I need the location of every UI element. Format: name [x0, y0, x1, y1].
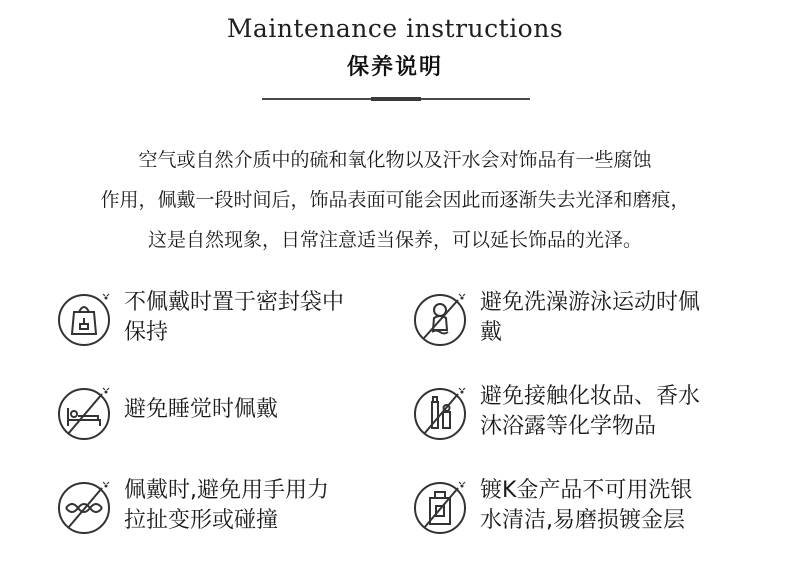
no-pulling-icon [56, 476, 116, 536]
tip-text: 拉扯变形或碰撞 [124, 508, 279, 533]
tip-no-pulling [56, 472, 396, 552]
intro-line: 作用，佩戴一段时间后，饰品表面可能会因此而逐渐失去光泽和磨痕， [100, 189, 690, 211]
no-silver-cleaner-icon [412, 476, 472, 536]
title-english: Maintenance instructions [226, 14, 564, 43]
intro-line: 空气或自然介质中的硫和氧化物以及汗水会对饰品有一些腐蚀 [138, 149, 652, 171]
tip-text: 避免接触化妆品、香水 [480, 384, 701, 409]
title-divider-accent [371, 97, 421, 101]
tip-text: 沐浴露等化学物品 [480, 414, 657, 439]
tip-text: 保持 [124, 320, 169, 345]
tip-text: 不佩戴时置于密封袋中 [124, 290, 345, 315]
no-cosmetics-icon [412, 382, 472, 442]
tip-no-silver-cleaner [412, 472, 752, 552]
tip-text: 避免睡觉时佩戴 [124, 397, 279, 422]
tip-text: 镀K金产品不可用洗银 [480, 478, 693, 503]
tip-text: 佩戴时,避免用手用力 [124, 478, 329, 503]
tip-text: 水清洁,易磨损镀金层 [480, 508, 685, 533]
no-swimming-icon [412, 288, 472, 348]
no-sleeping-icon [56, 382, 116, 442]
intro-line: 这是自然现象，日常注意适当保养，可以延长饰品的光泽。 [147, 229, 642, 251]
tip-sealed-bag [56, 284, 396, 364]
intro-paragraph [0, 140, 790, 260]
tip-no-sleeping [56, 378, 396, 458]
title-chinese: 保养说明 [346, 55, 443, 80]
tip-no-swimming [412, 284, 752, 364]
tip-no-cosmetics [412, 378, 752, 458]
sealed-bag-icon [56, 288, 116, 348]
tip-text: 戴 [480, 320, 503, 345]
tip-text: 避免洗澡游泳运动时佩 [480, 290, 701, 315]
